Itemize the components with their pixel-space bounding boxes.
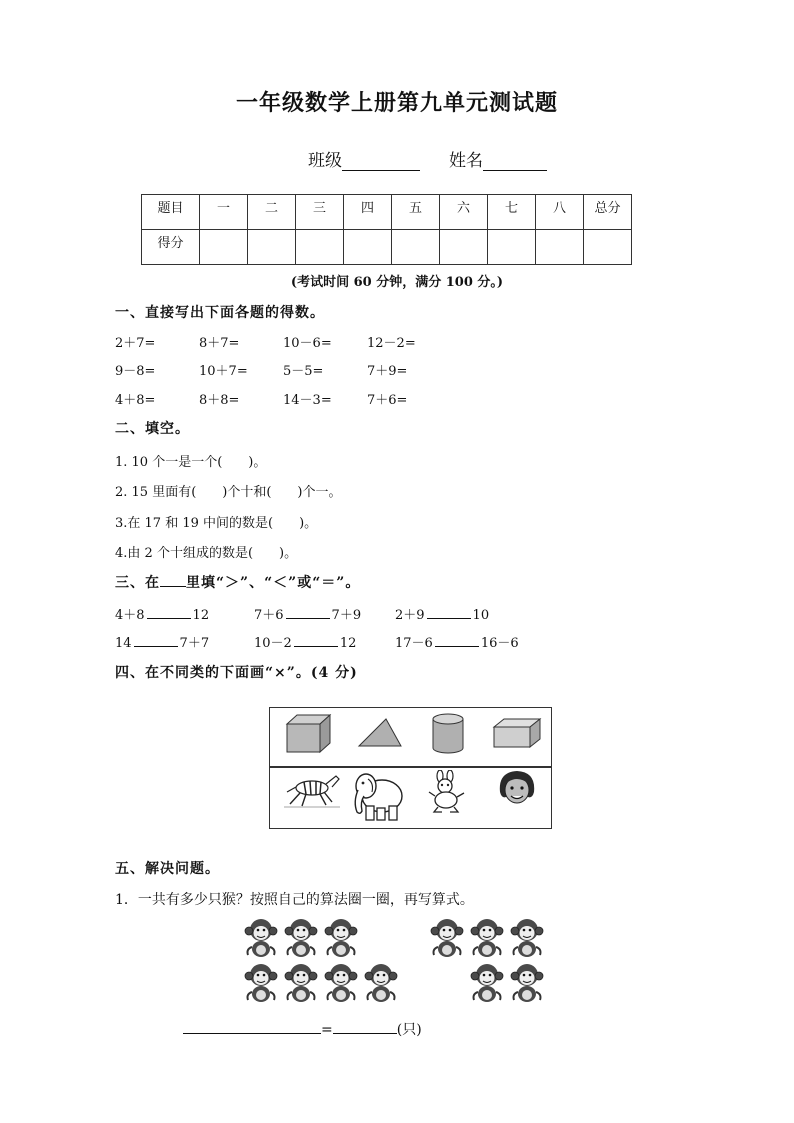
class-label: 班级 — [308, 151, 342, 171]
score-row-label: 得分 — [142, 230, 200, 265]
monkey-icon — [469, 962, 505, 1004]
triangle-icon[interactable] — [356, 716, 404, 750]
answer-blank[interactable] — [333, 1021, 397, 1034]
monkey-icon — [243, 917, 279, 959]
class-field — [308, 146, 420, 171]
fill-question: 1. 10 个一是一个( )。 — [115, 455, 267, 470]
compare-item — [395, 632, 519, 651]
answer-line — [183, 1019, 422, 1039]
score-header-cell: 五 — [392, 195, 440, 230]
compare-blank[interactable] — [294, 634, 338, 647]
page-title: 一年级数学上册第九单元测试题 — [235, 90, 558, 116]
class-blank[interactable] — [342, 152, 420, 171]
score-header-cell: 八 — [536, 195, 584, 230]
section-2-heading: 二、填空。 — [115, 421, 190, 437]
score-header-cell: 三 — [296, 195, 344, 230]
monkey-icon — [323, 917, 359, 959]
monkey-icon — [469, 917, 505, 959]
score-cell[interactable] — [536, 230, 584, 265]
score-cell[interactable] — [200, 230, 248, 265]
section-1-heading: 一、直接写出下面各题的得数。 — [115, 305, 325, 321]
monkey-icon — [429, 917, 465, 959]
compare-left: 2＋9 — [395, 608, 425, 623]
compare-left: 7＋6 — [254, 608, 284, 623]
compare-right: 16－6 — [480, 636, 519, 651]
cuboid-icon[interactable] — [492, 716, 542, 750]
compare-right: 12 — [339, 636, 357, 651]
arith-item: 14－3= — [283, 393, 332, 408]
compare-item — [395, 604, 489, 623]
unit-label: (只) — [396, 1022, 422, 1038]
score-header-cell: 二 — [248, 195, 296, 230]
compare-left: 14 — [115, 636, 132, 651]
zebra-icon[interactable] — [282, 770, 342, 810]
compare-right: 7＋7 — [179, 636, 210, 651]
elephant-icon[interactable] — [350, 768, 408, 824]
score-header-cell: 总分 — [584, 195, 632, 230]
compare-blank[interactable] — [435, 634, 479, 647]
score-header-cell: 题目 — [142, 195, 200, 230]
score-cell[interactable] — [440, 230, 488, 265]
arith-item: 2＋7= — [115, 336, 156, 351]
score-header-row — [142, 195, 632, 230]
cylinder-icon[interactable] — [430, 712, 466, 756]
score-cell[interactable] — [488, 230, 536, 265]
section-3-heading-b: 里填“＞”、“＜”或“＝”。 — [186, 575, 361, 591]
compare-right: 10 — [472, 608, 490, 623]
compare-right: 12 — [192, 608, 210, 623]
compare-blank[interactable] — [427, 606, 471, 619]
exam-note: (考试时间 60 分钟，满分 100 分。) — [290, 275, 504, 290]
monkey-icon — [283, 962, 319, 1004]
problem-1-text: 1．一共有多少只猴？按照自己的算法圈一圈，再写算式。 — [115, 892, 474, 908]
score-row — [142, 230, 632, 265]
score-cell[interactable] — [344, 230, 392, 265]
monkey-icon — [283, 917, 319, 959]
monkey-icon — [363, 962, 399, 1004]
compare-left: 4＋8 — [115, 608, 145, 623]
fill-question: 4.由 2 个十组成的数是( )。 — [115, 546, 298, 561]
score-header-cell: 四 — [344, 195, 392, 230]
arith-item: 7＋9= — [367, 364, 408, 379]
monkey-icon — [509, 917, 545, 959]
compare-item — [115, 604, 209, 623]
compare-blank[interactable] — [286, 606, 330, 619]
compare-right: 7＋9 — [331, 608, 362, 623]
arith-item: 12－2= — [367, 336, 416, 351]
name-blank[interactable] — [483, 152, 547, 171]
monkey-icon — [509, 962, 545, 1004]
compare-left: 17－6 — [395, 636, 433, 651]
compare-item — [254, 604, 361, 623]
compare-item — [254, 632, 356, 651]
girl-face-icon[interactable] — [496, 768, 538, 810]
arith-item: 7＋6= — [367, 393, 408, 408]
arith-item: 8＋7= — [199, 336, 240, 351]
compare-left: 10－2 — [254, 636, 292, 651]
arith-item: 10－6= — [283, 336, 332, 351]
score-table — [141, 194, 632, 265]
section-3-heading-a: 三、在 — [115, 575, 160, 591]
name-field — [449, 146, 547, 171]
compare-item — [115, 632, 209, 651]
compare-blank[interactable] — [147, 606, 191, 619]
score-cell[interactable] — [296, 230, 344, 265]
arith-item: 4＋8= — [115, 393, 156, 408]
fill-question: 2. 15 里面有( )个十和( )个一。 — [115, 485, 342, 500]
arith-item: 8＋8= — [199, 393, 240, 408]
monkey-icon — [323, 962, 359, 1004]
cube-icon[interactable] — [285, 712, 333, 754]
score-header-cell: 六 — [440, 195, 488, 230]
equals-sign: = — [321, 1022, 333, 1038]
rabbit-icon[interactable] — [426, 770, 468, 814]
classification-box — [269, 707, 552, 829]
section-4-heading: 四、在不同类的下面画“×”。(4 分) — [115, 665, 358, 681]
arith-item: 5－5= — [283, 364, 324, 379]
score-header-cell: 七 — [488, 195, 536, 230]
heading-blank — [160, 574, 186, 587]
score-cell[interactable] — [584, 230, 632, 265]
section-5-heading: 五、解决问题。 — [115, 861, 220, 877]
score-cell[interactable] — [248, 230, 296, 265]
section-3-heading — [115, 572, 360, 592]
monkey-icon — [243, 962, 279, 1004]
arith-item: 10＋7= — [199, 364, 248, 379]
score-header-cell: 一 — [200, 195, 248, 230]
name-label: 姓名 — [449, 151, 483, 171]
fill-question: 3.在 17 和 19 中间的数是( )。 — [115, 516, 318, 531]
equation-blank[interactable] — [183, 1021, 321, 1034]
arith-item: 9－8= — [115, 364, 156, 379]
compare-blank[interactable] — [134, 634, 178, 647]
score-cell[interactable] — [392, 230, 440, 265]
